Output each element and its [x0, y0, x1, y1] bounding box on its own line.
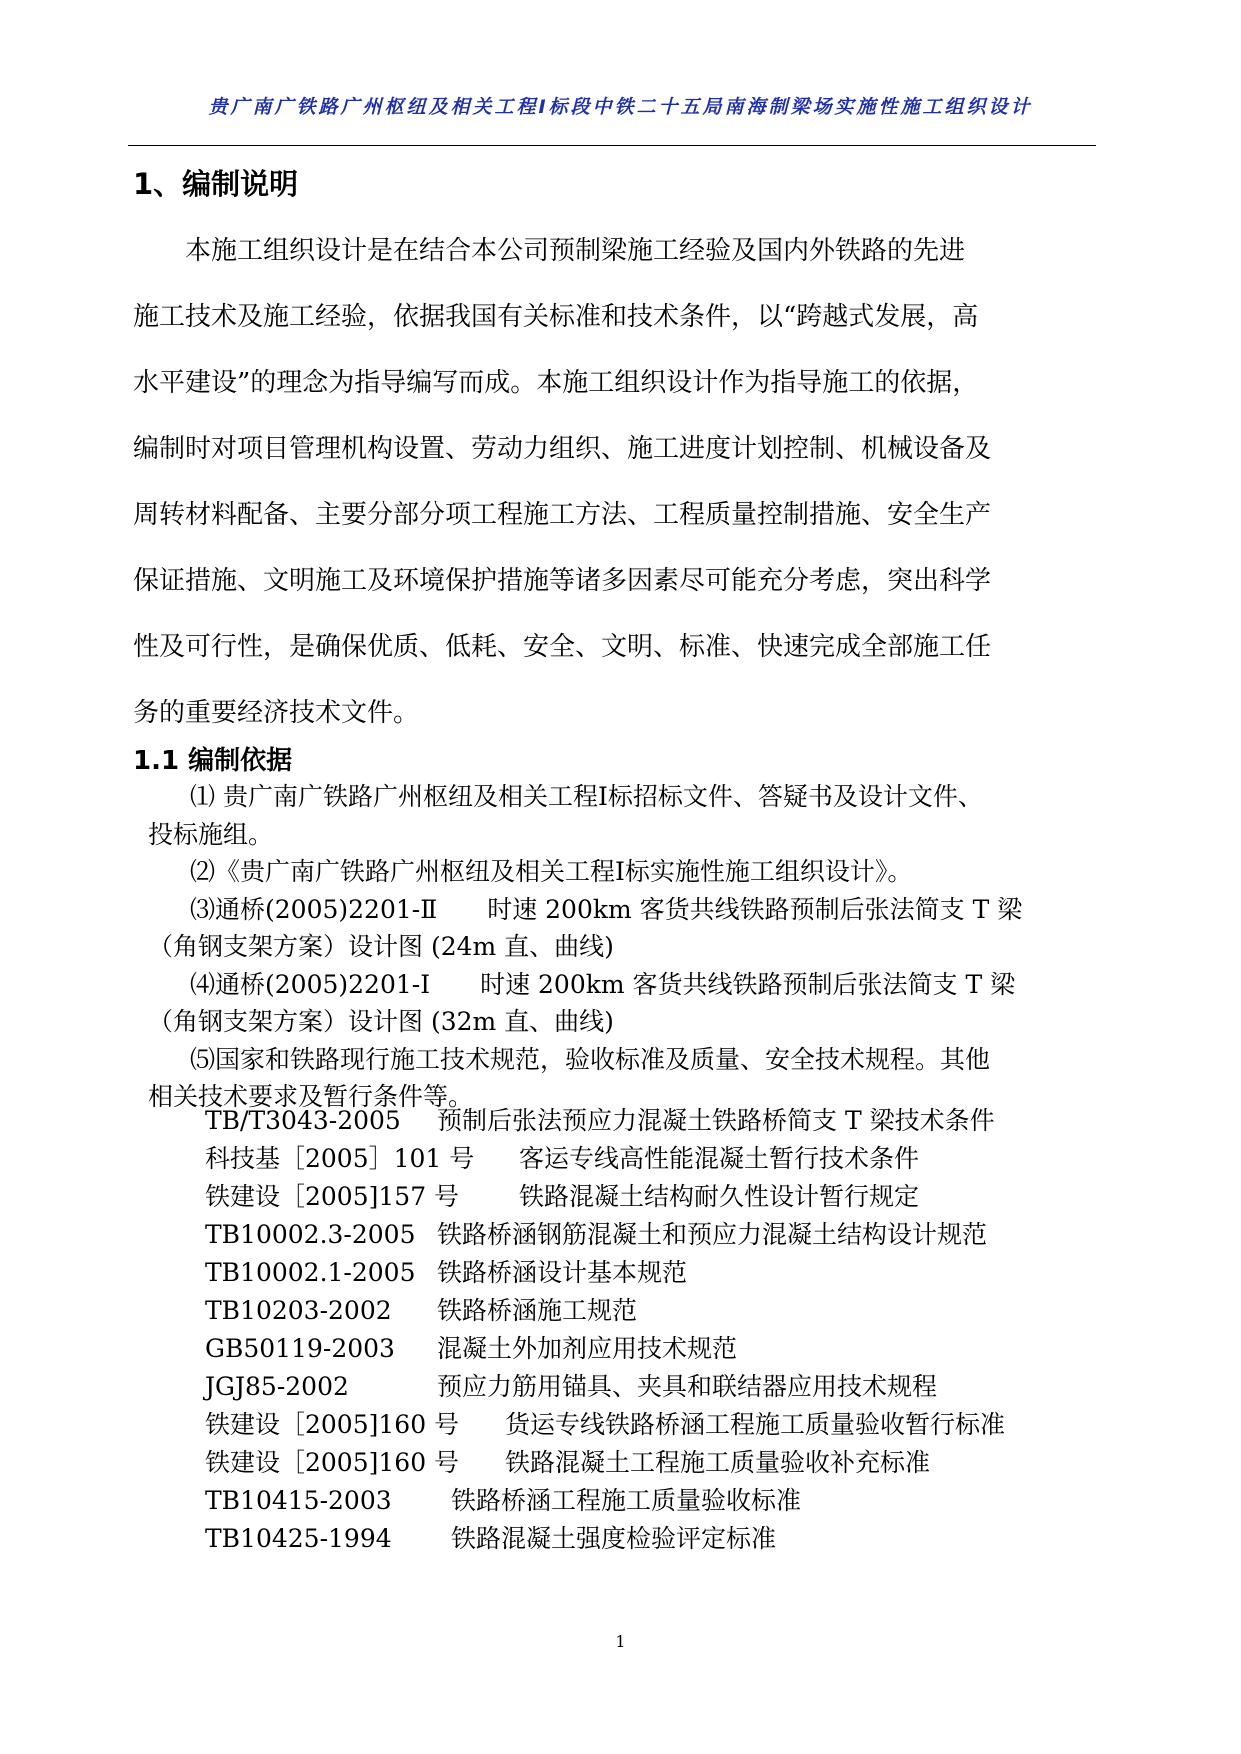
spec-title: 铁路桥涵设计基本规范	[437, 1258, 688, 1287]
spec-row	[205, 1102, 1105, 1140]
intro-paragraph	[133, 226, 1093, 754]
spec-row	[205, 1178, 1105, 1216]
spec-code: TB10203-2002	[205, 1296, 392, 1325]
spec-title: 铁路桥涵钢筋混凝土和预应力混凝土结构设计规范	[437, 1220, 988, 1249]
spec-title: 预制后张法预应力混凝土铁路桥简支 T 梁技术条件	[437, 1106, 995, 1135]
spec-code: JGJ85-2002	[205, 1372, 349, 1401]
subsection-heading: 1.1 编制依据	[133, 746, 293, 776]
spec-code: TB10415-2003	[205, 1486, 392, 1515]
spec-code: TB10002.3-2005	[205, 1220, 416, 1249]
spec-title: 铁路混凝土工程施工质量验收补充标准	[505, 1448, 931, 1477]
basis-line: （角钢支架方案）设计图 (32m 直、曲线)	[148, 1007, 614, 1036]
spec-code: 科技基［2005］101 号	[205, 1144, 475, 1173]
spec-title: 货运专线铁路桥涵工程施工质量验收暂行标准	[505, 1410, 1006, 1439]
spec-row	[205, 1520, 1105, 1558]
spec-row	[205, 1330, 1105, 1368]
spec-code: TB10425-1994	[205, 1524, 392, 1553]
spec-code: 铁建设［2005]157 号	[205, 1182, 460, 1211]
spec-title: 铁路混凝土结构耐久性设计暂行规定	[519, 1182, 920, 1211]
paragraph-line: 本施工组织设计是在结合本公司预制梁施工经验及国内外铁路的先进	[133, 236, 966, 266]
paragraph-line: 编制时对项目管理机构设置、劳动力组织、施工进度计划控制、机械设备及	[133, 434, 992, 464]
section-heading: 1、编制说明	[133, 167, 299, 201]
spec-code: GB50119-2003	[205, 1334, 395, 1363]
basis-line: ⑸国家和铁路现行施工技术规范，验收标准及质量、安全技术规程。其他	[190, 1044, 991, 1074]
spec-row	[205, 1140, 1105, 1178]
spec-row	[205, 1406, 1105, 1444]
basis-list	[148, 778, 1148, 1116]
spec-title: 铁路桥涵施工规范	[437, 1296, 638, 1325]
paragraph-line: 务的重要经济技术文件。	[133, 698, 420, 728]
paragraph-line: 性及可行性，是确保优质、低耗、安全、文明、标准、快速完成全部施工任	[133, 632, 992, 662]
spec-row	[205, 1292, 1105, 1330]
spec-row	[205, 1368, 1105, 1406]
spec-row	[205, 1444, 1105, 1482]
paragraph-line: 水平建设”的理念为指导编写而成。本施工组织设计作为指导施工的依据，	[133, 368, 979, 398]
spec-code: TB/T3043-2005	[205, 1106, 401, 1135]
basis-line: （角钢支架方案）设计图 (24m 直、曲线)	[148, 932, 614, 961]
basis-line: ⑵《贵广南广铁路广州枢纽及相关工程Ⅰ标实施性施工组织设计》。	[190, 857, 913, 886]
basis-line: ⑶通桥(2005)2201-Ⅱ 时速 200km 客货共线铁路预制后张法简支 T 梁	[190, 894, 1023, 924]
spec-code: 铁建设［2005]160 号	[205, 1448, 460, 1477]
spec-row	[205, 1482, 1105, 1520]
paragraph-line: 保证措施、文明施工及环境保护措施等诸多因素尽可能充分考虑，突出科学	[133, 566, 992, 596]
basis-line: ⑴ 贵广南广铁路广州枢纽及相关工程Ⅰ标招标文件、答疑书及设计文件、	[190, 782, 983, 811]
paragraph-line: 周转材料配备、主要分部分项工程施工方法、工程质量控制措施、安全生产	[133, 500, 992, 530]
spec-title: 铁路混凝土强度检验评定标准	[451, 1524, 777, 1553]
spec-row	[205, 1216, 1105, 1254]
spec-title: 预应力筋用锚具、夹具和联结器应用技术规程	[437, 1372, 938, 1401]
spec-title: 混凝土外加剂应用技术规范	[437, 1334, 738, 1363]
running-header: 贵广南广铁路广州枢纽及相关工程Ⅰ标段中铁二十五局南海制梁场实施性施工组织设计	[208, 96, 1033, 118]
spec-row	[205, 1254, 1105, 1292]
spec-title: 客运专线高性能混凝土暂行技术条件	[519, 1144, 920, 1173]
page-number: 1	[615, 1632, 626, 1651]
spec-title: 铁路桥涵工程施工质量验收标准	[451, 1486, 802, 1515]
spec-code: TB10002.1-2005	[205, 1258, 416, 1287]
basis-line: 相关技术要求及暂行条件等。	[148, 1082, 474, 1111]
spec-code: 铁建设［2005]160 号	[205, 1410, 460, 1439]
paragraph-line: 施工技术及施工经验，依据我国有关标准和技术条件，以“跨越式发展，高	[133, 302, 979, 332]
basis-line: 投标施组。	[148, 819, 274, 849]
basis-line: ⑷通桥(2005)2201-Ⅰ 时速 200km 客货共线铁路预制后张法简支 T 梁	[190, 969, 1016, 999]
header-divider	[128, 145, 1096, 146]
